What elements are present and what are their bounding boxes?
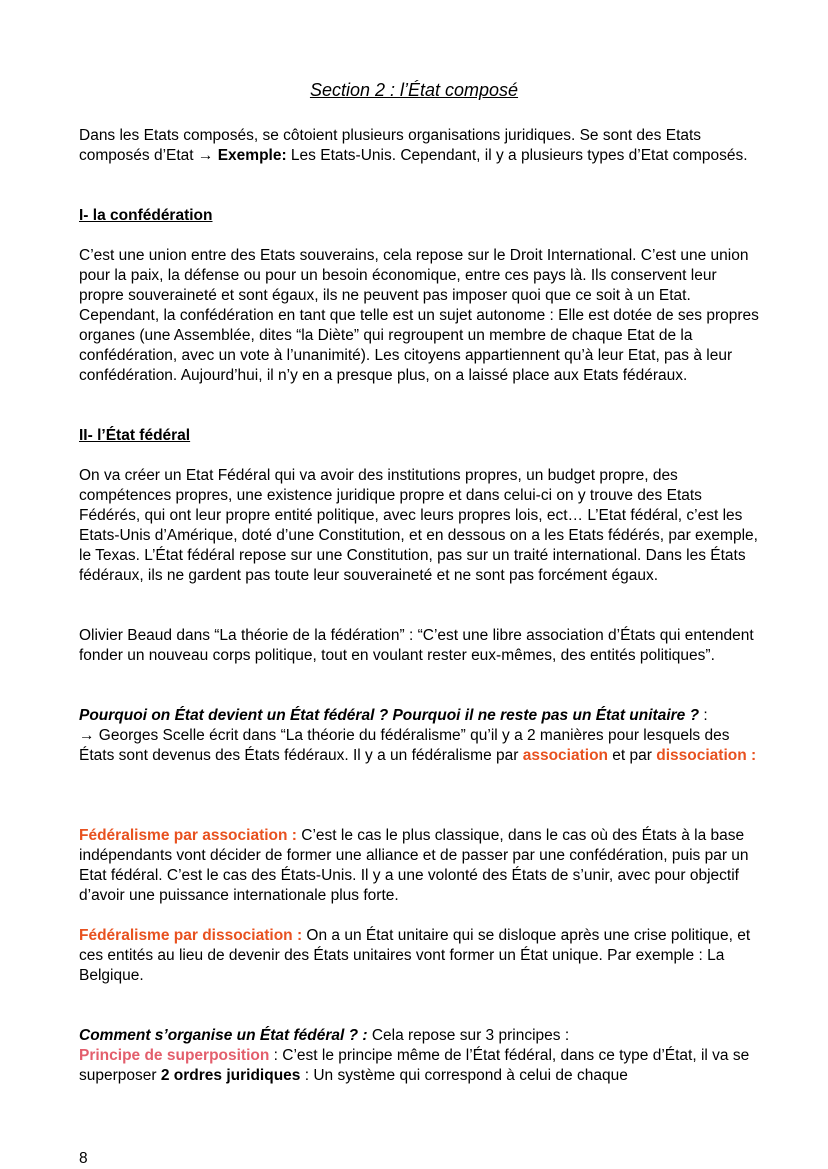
section-title: Section 2 : l’État composé	[309, 80, 519, 100]
intro-text-end: Les Etats-Unis. Cependant, il y a plusieurs types d’Etat composés.	[286, 147, 748, 164]
page-number: 8	[79, 1150, 88, 1167]
ordres-juridiques-bold: 2 ordres juridiques	[160, 1067, 301, 1084]
beaud-quote-paragraph: Olivier Beaud dans “La théorie de la fédération” : “C’est une libre association d’États qui entendent fonder un nouveau corps politique, tout en voulant rester eux-mêmes, des entités politiques”.	[79, 627, 754, 664]
superposition-label: Principe de superposition	[79, 1047, 270, 1064]
association-paragraph	[79, 826, 759, 906]
intro-paragraph	[79, 126, 759, 166]
scelle-text-mid: et par	[608, 747, 657, 764]
federal-paragraph: On va créer un Etat Fédéral qui va avoir des institutions propres, un budget propre, des compétences propres, une existence juridique propre et dans celui-ci on y trouve des Etats Fédérés, qui ont leur propre entité politique, avec leurs propres lois, ect… L’Etat fédéral, c’est les Etats-Unis d’Amérique, doté d’une Constitution, et en dessous on a les Etats fédérés, par exemple, le Texas. L’État fédéral repose sur une Constitution, pas sur un traité international. Dans les États fédéraux, ils ne gardent pas toute leur souveraineté et ne sont pas forcément égaux.	[79, 467, 758, 584]
dissociation-paragraph	[79, 926, 759, 986]
organisation-question: Comment s’organise un État fédéral ? :	[79, 1027, 368, 1044]
question-colon: :	[699, 707, 708, 724]
superposition-text: : C’est le principe même de l’État fédéral, dans ce type d’État, il va se superposer	[79, 1047, 750, 1084]
organisation-text: Cela repose sur 3 principes :	[367, 1027, 570, 1044]
dissociation-text: On a un État unitaire qui se disloque après une crise politique, et ces entités au lieu de devenir des États unitaires vont former un État unique. Par exemple : La Belgique.	[79, 927, 751, 984]
intro-example-label: Exemple:	[217, 147, 287, 164]
dissociation-label: Fédéralisme par dissociation :	[79, 927, 303, 944]
association-label: Fédéralisme par association :	[79, 827, 297, 844]
heading-etat-federal: II- l’État fédéral	[79, 427, 191, 444]
organisation-paragraph	[79, 1026, 759, 1086]
scelle-text: → Georges Scelle écrit dans “La théorie du fédéralisme” qu’il y a 2 manières pour lesquels des États sont devenus des États fédéraux. Il y a un fédéralisme par	[79, 727, 730, 764]
intro-text: Dans les Etats composés, se côtoient plusieurs organisations juridiques. Se sont des Etats composés d’Etat →	[79, 127, 702, 164]
confederation-paragraph: C’est une union entre des Etats souverains, cela repose sur le Droit International. C’est une union pour la paix, la défense ou pour un besoin économique, entre ces pays là. Ils conservent leur propre souveraineté et sont égaux, ils ne peuvent pas imposer quoi que ce soit à un Etat. Cependant, la confédération en tant que telle est un sujet autonome : Elle est dotée de ses propres organes (une Assemblée, dites “la Diète” qui regroupent un membre de chaque Etat de la confédération, avec un vote à l’unanimité). Les citoyens appartiennent qu’à leur Etat, pas à leur confédération. Aujourd’hui, il n’y en a presque plus, on a laissé place aux Etats fédéraux.	[79, 247, 759, 384]
association-highlight: association	[522, 747, 608, 764]
dissociation-highlight: dissociation :	[656, 747, 757, 764]
question-paragraph	[79, 706, 759, 766]
superposition-text-end: : Un système qui correspond à celui de chaque	[300, 1067, 628, 1084]
heading-confederation: I- la confédération	[79, 207, 213, 224]
question-heading: Pourquoi on État devient un État fédéral ? Pourquoi il ne reste pas un État unitaire ?	[79, 707, 700, 724]
association-text: C’est le cas le plus classique, dans le cas où des États à la base indépendants vont décider de former une alliance et de passer par une confédération, puis par un Etat fédéral. C’est le cas des États-Unis. Il y a une volonté des États de s’unir, avec pour objectif d’avoir une puissance internationale plus forte.	[79, 827, 749, 904]
